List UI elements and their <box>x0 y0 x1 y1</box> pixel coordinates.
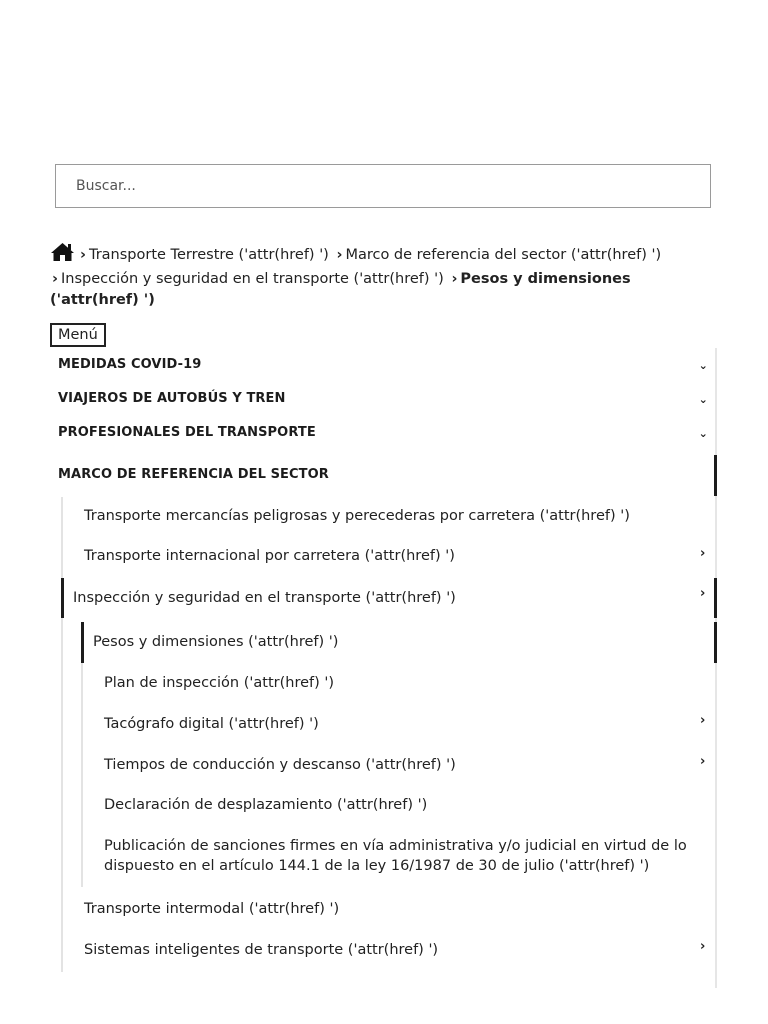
nav-subitem-pesos-dimensiones[interactable]: Pesos y dimensiones ('attr(href) ') <box>93 634 339 650</box>
breadcrumb-link-inspeccion-seguridad[interactable]: Inspección y seguridad en el transporte ('attr(href) ') <box>60 271 444 287</box>
active-indicator <box>714 455 717 496</box>
nav-item-marco-referencia[interactable] <box>58 467 708 482</box>
nav-subitem-tiempos-conduccion[interactable]: Tiempos de conducción y descanso ('attr(href) ') <box>104 757 456 773</box>
nav-item-label: MEDIDAS COVID-19 <box>58 357 202 372</box>
breadcrumb-separator: › <box>80 247 86 263</box>
nav-item-medidas-covid[interactable] <box>58 357 708 372</box>
nav-subitem-publicacion-sanciones-line2[interactable]: dispuesto en el artículo 144.1 de la ley 16/1987 de 30 de julio ('attr(href) ') <box>104 858 650 874</box>
active-indicator-left <box>81 622 84 663</box>
nav-item-profesionales[interactable] <box>58 425 708 440</box>
chevron-right-icon[interactable]: › <box>700 754 706 769</box>
active-indicator-left <box>61 578 64 618</box>
chevron-right-icon[interactable]: › <box>700 586 706 601</box>
nav-subitem-sistemas-inteligentes[interactable]: Sistemas inteligentes de transporte ('attr(href) ') <box>84 942 439 958</box>
nav-item-label: PROFESIONALES DEL TRANSPORTE <box>58 425 316 440</box>
breadcrumb-link-marco-referencia[interactable]: Marco de referencia del sector ('attr(href) ') <box>345 247 662 263</box>
nav-item-label: VIAJEROS DE AUTOBÚS Y TREN <box>58 391 286 406</box>
breadcrumb-separator: › <box>451 271 458 287</box>
breadcrumb-separator: › <box>52 271 58 287</box>
breadcrumb-link-transporte-terrestre[interactable]: Transporte Terrestre ('attr(href) ') <box>88 247 329 263</box>
breadcrumb <box>50 242 720 311</box>
chevron-down-icon[interactable]: ⌄ <box>698 393 708 406</box>
nav-subitem-tacografo-digital[interactable]: Tacógrafo digital ('attr(href) ') <box>104 716 319 732</box>
nav-subitem-plan-inspeccion[interactable]: Plan de inspección ('attr(href) ') <box>104 675 335 691</box>
active-indicator-right <box>714 622 717 663</box>
nav-subitem-mercancias-peligrosas[interactable]: Transporte mercancías peligrosas y perecederas por carretera ('attr(href) ') <box>84 508 630 524</box>
breadcrumb-separator: › <box>336 247 343 263</box>
menu-toggle-button[interactable]: Menú <box>50 323 106 347</box>
indent-line-level1 <box>61 497 63 972</box>
chevron-down-icon[interactable]: ⌄ <box>698 427 708 440</box>
search-box <box>55 164 711 208</box>
home-icon[interactable] <box>50 242 75 269</box>
chevron-right-icon[interactable]: › <box>700 713 706 728</box>
chevron-down-icon[interactable]: ⌄ <box>698 359 708 372</box>
nav-item-viajeros[interactable] <box>58 391 708 406</box>
chevron-right-icon[interactable]: › <box>700 546 706 561</box>
nav-subitem-transporte-internacional[interactable]: Transporte internacional por carretera ('attr(href) ') <box>84 548 455 564</box>
breadcrumb-current: Pesos y dimensiones ('attr(href) ') <box>50 271 631 308</box>
nav-subitem-inspeccion-seguridad[interactable]: Inspección y seguridad en el transporte ('attr(href) ') <box>73 590 456 606</box>
nav-subitem-publicacion-sanciones-line1[interactable]: Publicación de sanciones firmes en vía administrativa y/o judicial en virtud de lo <box>104 838 687 854</box>
active-indicator-right <box>714 578 717 618</box>
nav-subitem-declaracion-desplazamiento[interactable]: Declaración de desplazamiento ('attr(href) ') <box>104 797 428 813</box>
nav-right-rail <box>715 348 717 988</box>
chevron-right-icon[interactable]: › <box>700 939 706 954</box>
nav-item-label: MARCO DE REFERENCIA DEL SECTOR <box>58 467 329 482</box>
indent-line-level2 <box>81 663 83 887</box>
nav-subitem-transporte-intermodal[interactable]: Transporte intermodal ('attr(href) ') <box>84 901 340 917</box>
search-input[interactable] <box>56 165 710 207</box>
